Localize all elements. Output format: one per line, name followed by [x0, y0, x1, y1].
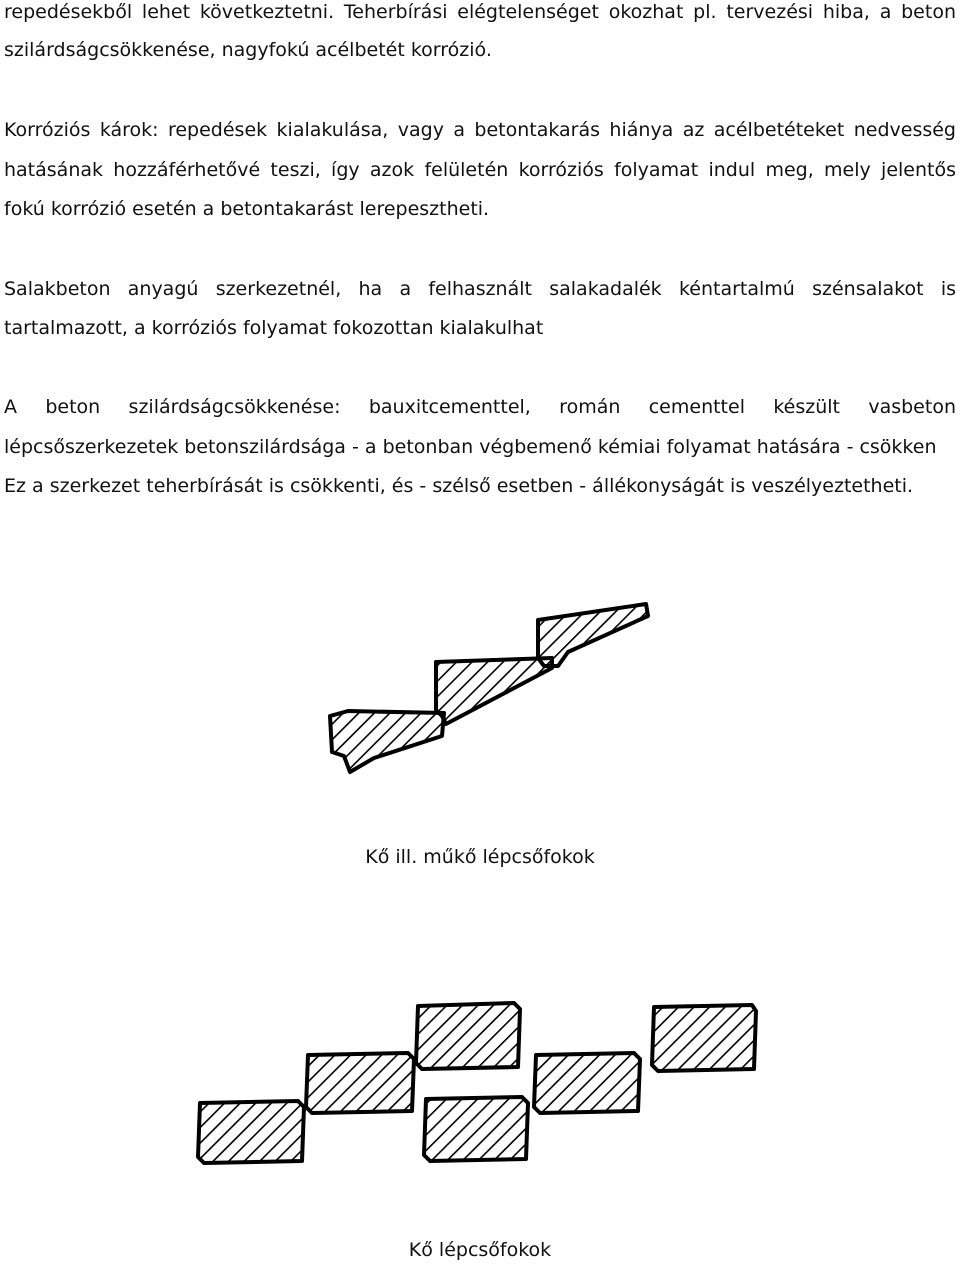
stair-step-2 — [436, 658, 552, 724]
stair-figure-1 — [286, 598, 676, 794]
stone-block-2 — [652, 1005, 756, 1071]
stone-block-6 — [424, 1097, 528, 1161]
stone-block-5 — [198, 1101, 304, 1163]
paragraph-1-line-3: fokú korrózió esetén a betontakarást lerepesztheti. — [4, 198, 490, 220]
stair-step-3 — [538, 604, 648, 666]
figure-1-caption: Kő ill. műkő lépcsőfokok — [365, 846, 595, 868]
stone-block-1 — [416, 1003, 520, 1069]
paragraph-0-line-1: repedésekből lehet következtetni. Teherbírási elégtelenséget okozhat pl. tervezési hiba, a beton — [4, 1, 956, 23]
paragraph-3-line-1: A beton szilárdságcsökkenése: bauxitcementtel, román cementtel készült vasbeton — [4, 396, 956, 418]
figure-2-caption: Kő lépcsőfokok — [408, 1239, 552, 1261]
paragraph-1-line-2: hatásának hozzáférhetővé teszi, így azok felületén korróziós folyamat indul meg, mely jelentős — [4, 159, 956, 181]
stone-block-3 — [306, 1053, 414, 1113]
paragraph-3-line-3: Ez a szerkezet teherbírását is csökkenti, és - szélső esetben - állékonyságát is veszélyeztetheti. — [4, 475, 914, 497]
paragraph-2-line-1: Salakbeton anyagú szerkezetnél, ha a felhasznált salakadalék kéntartalmú szénsalakot is — [4, 278, 956, 300]
stone-block-4 — [534, 1053, 640, 1113]
paragraph-1-line-1: Korróziós károk: repedések kialakulása, vagy a betontakarás hiánya az acélbetéteket nedvesség — [4, 119, 956, 141]
paragraph-0-line-2: szilárdságcsökkenése, nagyfokú acélbetét korrózió. — [4, 39, 492, 61]
stair-figure-2 — [196, 975, 768, 1185]
stair-step-1 — [330, 711, 444, 772]
paragraph-3-line-2: lépcsőszerkezetek betonszilárdsága - a betonban végbemenő kémiai folyamat hatására - csökken — [4, 436, 937, 458]
paragraph-2-line-2: tartalmazott, a korróziós folyamat fokozottan kialakulhat — [4, 317, 544, 339]
